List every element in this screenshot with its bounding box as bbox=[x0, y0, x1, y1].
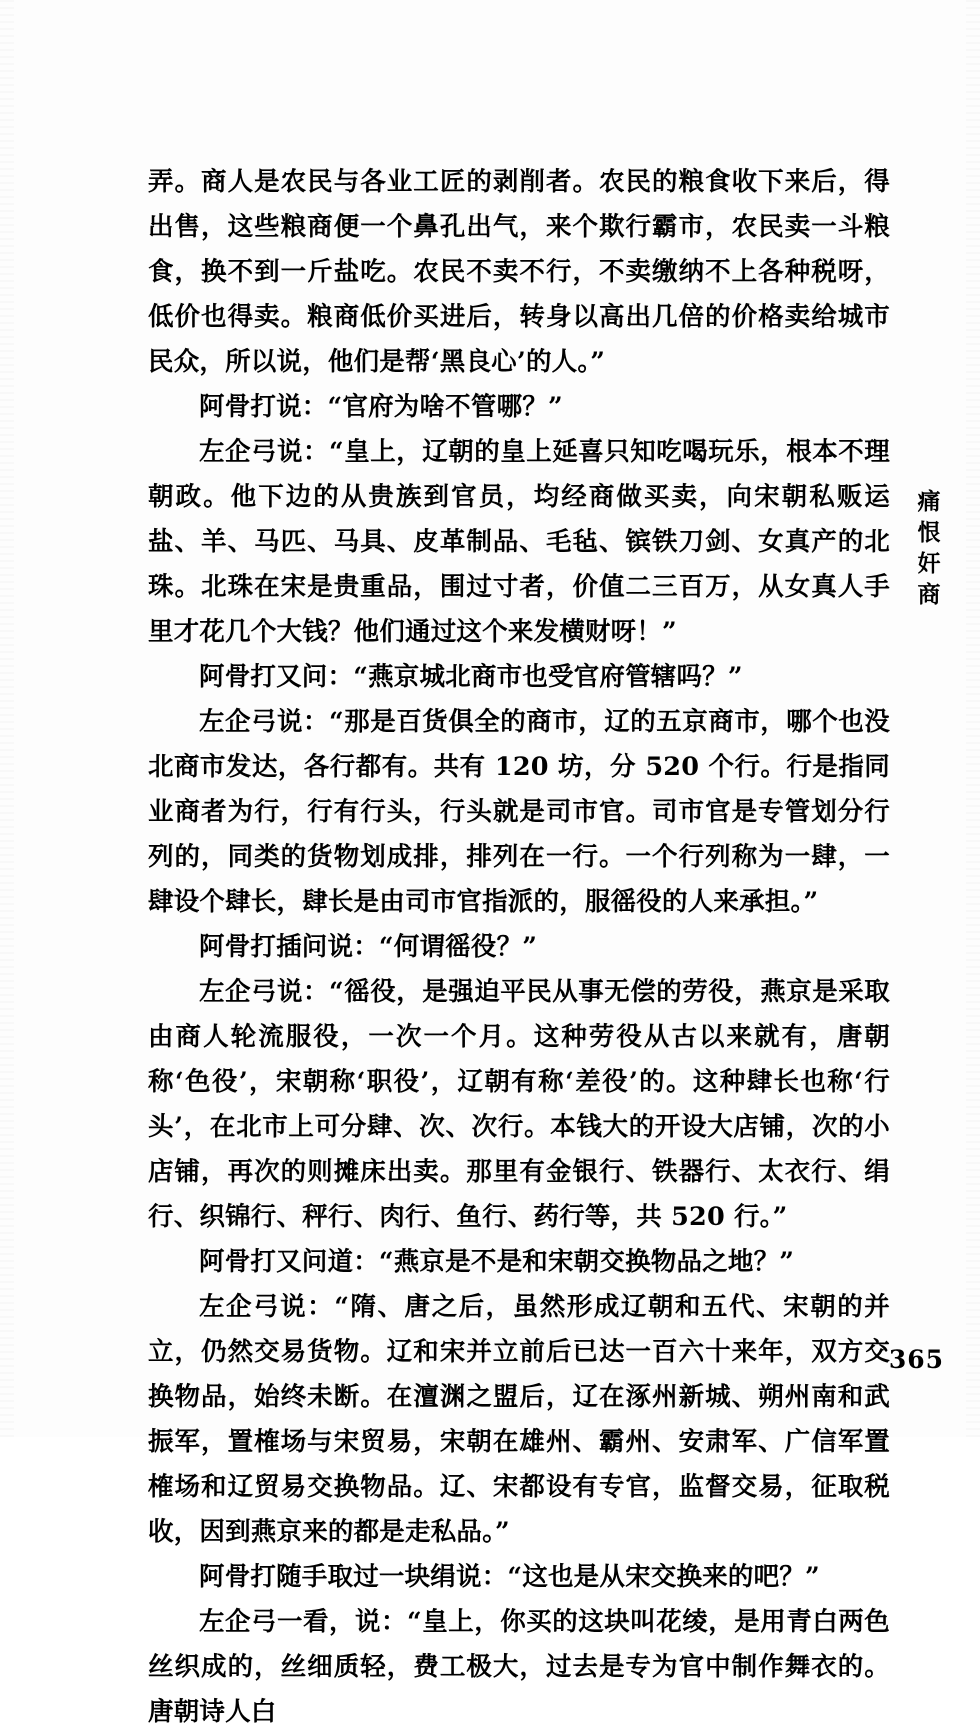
page-number: 365 bbox=[888, 1345, 944, 1374]
paragraph: 阿骨打随手取过一块绢说：“这也是从宋交换来的吧？” bbox=[199, 1562, 820, 1592]
chapter-side-tab-text: 痛 恨 奸 商 bbox=[917, 488, 941, 608]
paragraph: 阿骨打又问：“燕京城北商市也受官府管辖吗？” bbox=[199, 662, 743, 692]
paragraph: 左企弓说：“徭役，是强迫平民从事无偿的劳役，燕京是采取由商人轮流服役，一次一个月。这种劳役从古以来就有，唐朝称‘色役’，宋朝称‘职役’，辽朝有称‘差役’的。这种肆长也称‘行头’，在北市上可分肆、次、次行。本钱大的开设大店铺，次的小店铺，再次的则摊床出卖。那里有金银行、铁器行、太衣行、绢行、织锦行、秤行、肉行、鱼行、药行等，共 520 行。” bbox=[148, 977, 890, 1232]
paragraph: 阿骨打说：“官府为啥不管哪？” bbox=[199, 392, 563, 422]
paragraph: 左企弓说：“那是百货俱全的商市，辽的五京商市，哪个也没北商市发达，各行都有。共有 120 坊，分 520 个行。行是指同业商者为行，行有行头，行头就是司市官。司市官是专管划分行列的，同类的货物划成排，排列在一行。一个行列称为一肆，一肆设个肆长，肆长是由司市官指派的，服徭役的人来承担。” bbox=[148, 707, 890, 917]
left-edge-scan-artifact bbox=[0, 0, 14, 1437]
paragraph: 阿骨打又问道：“燕京是不是和宋朝交换物品之地？” bbox=[199, 1247, 795, 1277]
paragraph: 弄。商人是农民与各业工匠的剥削者。农民的粮食收下来后，得出售，这些粮商便一个鼻孔出气，来个欺行霸市，农民卖一斗粮食，换不到一斤盐吃。农民不卖不行，不卖缴纳不上各种税呀，低价也得卖。粮商低价买进后，转身以高出几倍的价格卖给城市民众，所以说，他们是帮‘黑良心’的人。” bbox=[148, 167, 890, 377]
chapter-side-tab bbox=[914, 486, 944, 610]
right-edge-scan-artifact bbox=[966, 0, 980, 1437]
page-text-body bbox=[148, 160, 890, 1735]
paragraph: 左企弓说：“皇上，辽朝的皇上延喜只知吃喝玩乐，根本不理朝政。他下边的从贵族到官员，均经商做买卖，向宋朝私贩运盐、羊、马匹、马具、皮革制品、毛毡、镔铁刀剑、女真产的北珠。北珠在宋是贵重品，围过寸者，价值二三百万，从女真人手里才花几个大钱？他们通过这个来发横财呀！” bbox=[148, 437, 890, 647]
paragraph: 阿骨打插问说：“何谓徭役？” bbox=[199, 932, 538, 962]
paragraph: 左企弓说：“隋、唐之后，虽然形成辽朝和五代、宋朝的并立，仍然交易货物。辽和宋并立前后已达一百六十来年，双方交换物品，始终未断。在澶渊之盟后，辽在涿州新城、朔州南和武振军，置榷场与宋贸易，宋朝在雄州、霸州、安肃军、广信军置榷场和辽贸易交换物品。辽、宋都设有专官，监督交易，征取税收，因到燕京来的都是走私品。” bbox=[148, 1292, 890, 1547]
paragraph: 左企弓一看，说：“皇上，你买的这块叫花绫，是用青白两色丝织成的，丝细质轻，费工极大，过去是专为官中制作舞衣的。唐朝诗人白 bbox=[148, 1607, 890, 1727]
